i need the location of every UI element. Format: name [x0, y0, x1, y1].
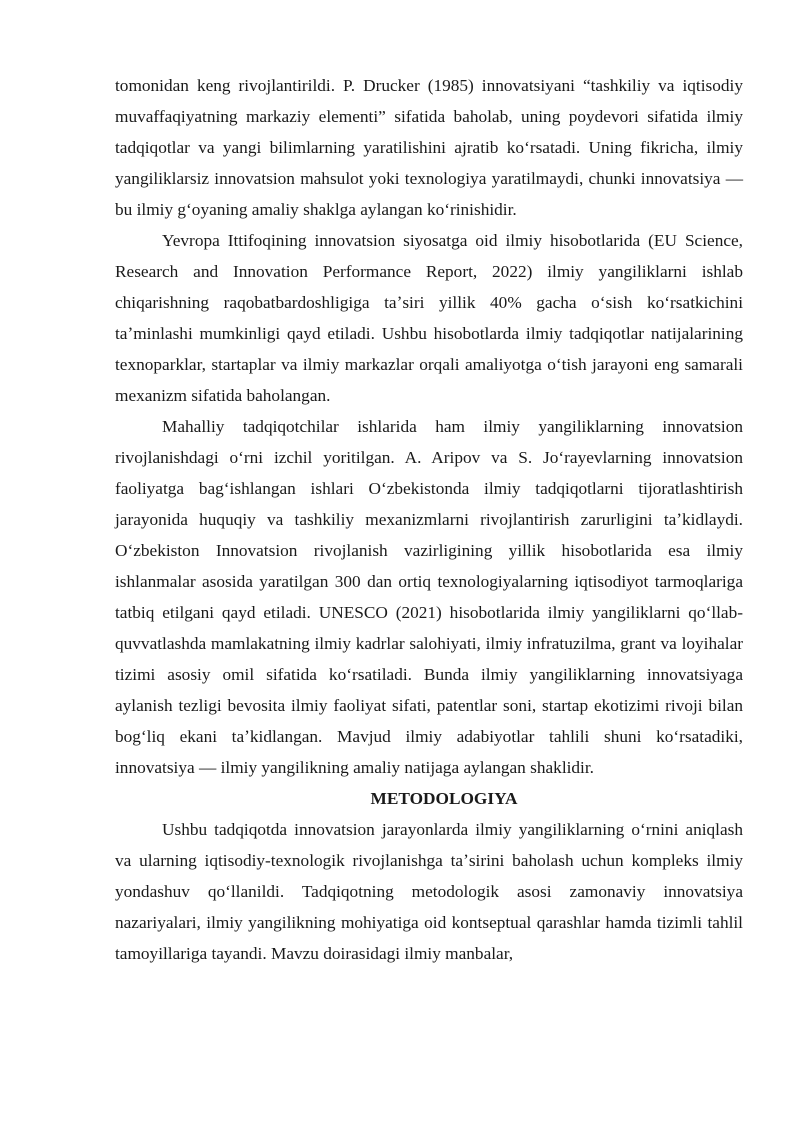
- paragraph-drucker: tomonidan keng rivojlantirildi. P. Drucker (1985) innovatsiyani “tashkiliy va iqtisodiy muvaffaqiyatning markaziy elementi” sifatida baholab, uning poydevori sifatida ilmiy tadqiqotlar va yangi bilimlarning yaratilishini ajratib koʻrsatadi. Uning fikricha, ilmiy yangiliklarsiz innovatsion mahsulot yoki texnologiya yaratilmaydi, chunki innovatsiya — bu ilmiy gʻoyaning amaliy shaklga aylangan koʻrinishidir.: [115, 76, 743, 219]
- section-heading: METODOLOGIYA: [370, 789, 518, 808]
- document-page: [115, 70, 743, 969]
- paragraph-local-research: Mahalliy tadqiqotchilar ishlarida ham ilmiy yangiliklarning innovatsion rivojlanishdagi oʻrni izchil yoritilgan. A. Aripov va S. Joʻrayevlarning innovatsion faoliyatga bagʻishlangan ishlari Oʻzbekistonda ilmiy tadqiqotlarni tijoratlashtirish jarayonida huquqiy va tashkiliy mexanizmlarni rivojlantirish zarurligini taʼkidlaydi. Oʻzbekiston Innovatsion rivojlanish vazirligining yillik hisobotlarida esa ilmiy ishlanmalar asosida yaratilgan 300 dan ortiq texnologiyalarning iqtisodiyot tarmoqlariga tatbiq etilgani qayd etiladi. UNESCO (2021) hisobotlarida ilmiy yangiliklarni qoʻllab-quvvatlashda mamlakatning ilmiy kadrlar salohiyati, ilmiy infratuzilma, grant va loyihalar tizimi asosiy omil sifatida koʻrsatiladi. Bunda ilmiy yangiliklarning innovatsiyaga aylanish tezligi bevosita ilmiy faoliyat sifati, patentlar soni, startap ekotizimi rivoji bilan bogʻliq ekani taʼkidlangan. Mavjud ilmiy adabiyotlar tahlili shuni koʻrsatadiki, innovatsiya — ilmiy yangilikning amaliy natijaga aylangan shaklidir.: [115, 417, 743, 777]
- paragraph-methodology: Ushbu tadqiqotda innovatsion jarayonlarda ilmiy yangiliklarning oʻrnini aniqlash va ularning iqtisodiy-texnologik rivojlanishga taʼsirini baholash uchun kompleks ilmiy yondashuv qoʻllanildi. Tadqiqotning metodologik asosi zamonaviy innovatsiya nazariyalari, ilmiy yangilikning mohiyatiga oid kontseptual qarashlar hamda tizimli tahlil tamoyillariga tayandi. Mavzu doirasidagi ilmiy manbalar,: [115, 820, 743, 963]
- paragraph-eu-report: Yevropa Ittifoqining innovatsion siyosatga oid ilmiy hisobotlarida (EU Science, Research and Innovation Performance Report, 2022) ilmiy yangiliklarni ishlab chiqarishning raqobatbardoshligiga taʼsiri yillik 40% gacha oʻsish koʻrsatkichini taʼminlashi mumkinligi qayd etiladi. Ushbu hisobotlarda ilmiy tadqiqotlar natijalarining texnoparklar, startaplar va ilmiy markazlar orqali amaliyotga oʻtish jarayoni eng samarali mexanizm sifatida baholangan.: [115, 231, 743, 405]
